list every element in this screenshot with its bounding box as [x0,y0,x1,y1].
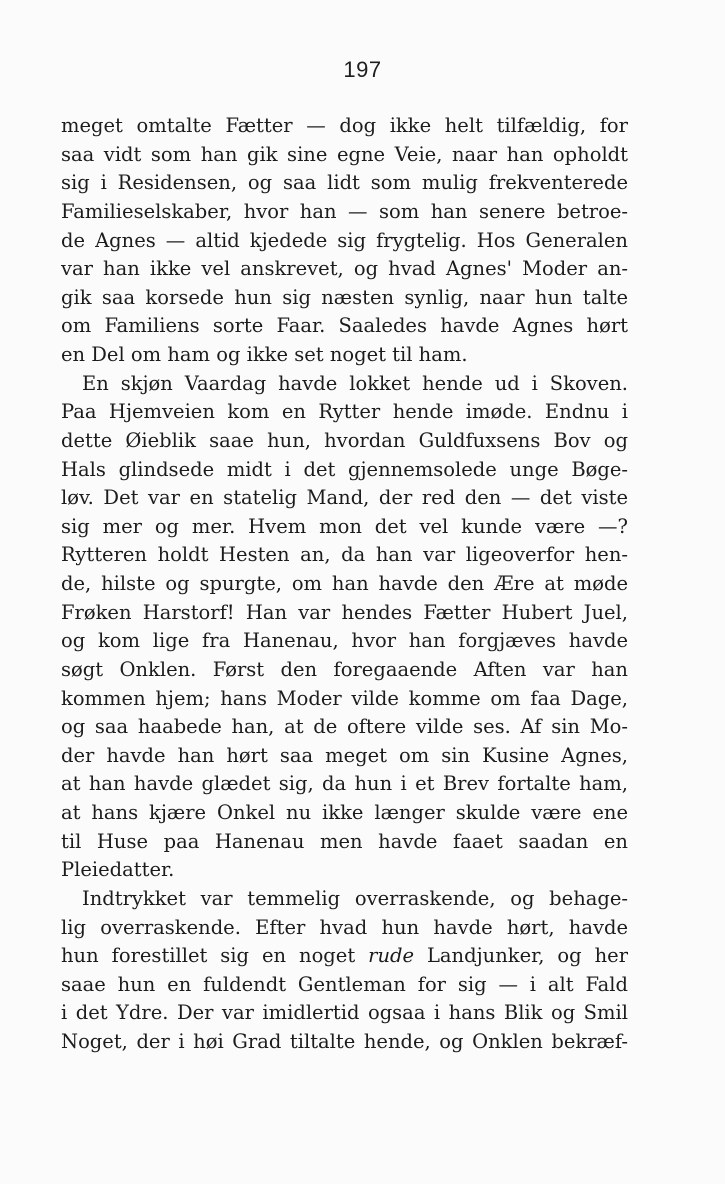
text-line: Paa Hjemveien kom en Rytter hende imøde. Endnu i [61,400,628,424]
text-line: om Familiens sorte Faar. Saaledes havde Agnes hørt [61,314,628,338]
paragraph-start-line: Indtrykket var temmelig overraskende, og behage- [82,886,628,910]
text-line: var han ikke vel anskrevet, og hvad Agnes' Moder an- [61,257,628,281]
text-line: dette Øieblik saae hun, hvordan Guldfuxsens Bov og [61,428,628,452]
text-line: Pleiedatter. [61,858,175,882]
text-segment: hun forestillet sig en noget [61,944,356,968]
page-number: 197 [343,57,382,82]
text-line: der havde han hørt saa meget om sin Kusine Agnes, [61,743,628,767]
text-line: løv. Det var en statelig Mand, der red den — det viste [61,486,628,510]
paragraph-start-line: En skjøn Vaardag havde lokket hende ud i Skoven. [82,371,628,395]
body-text [61,112,628,1057]
text-line: saa vidt som han gik sine egne Veie, naar han opholdt [61,142,628,166]
text-line: en Del om ham og ikke set noget til ham. [61,343,468,366]
text-line: søgt Onklen. Først den foregaaende Aften var han [61,657,628,681]
text-line: lig overraskende. Efter hvad hun havde hørt, havde [61,915,628,939]
text-line: at han havde glædet sig, da hun i et Brev fortalte ham, [61,772,628,796]
text-line: sig mer og mer. Hvem mon det vel kunde være —? [61,514,628,538]
text-line: meget omtalte Fætter — dog ikke helt tilfældig, for [61,114,628,137]
text-line: gik saa korsede hun sig næsten synlig, naar hun talte [61,285,628,309]
text-line: Noget, der i høi Grad tiltalte hende, og Onklen bekræf- [61,1030,628,1053]
text-line: og kom lige fra Hanenau, hvor han forgjæves havde [61,629,628,653]
text-line: de Agnes — altid kjedede sig frygtelig. Hos Generalen [61,228,628,252]
text-line: til Huse paa Hanenau men havde faaet saadan en [61,829,628,853]
text-line: at hans kjære Onkel nu ikke længer skulde være ene [61,801,628,824]
text-line: Familieselskaber, hvor han — som han senere betroe- [61,199,628,223]
text-line: Rytteren holdt Hesten an, da han var ligeoverfor hen- [61,543,628,567]
text-line: kommen hjem; hans Moder vilde komme om faa Dage, [61,686,628,710]
text-line: saae hun en fuldendt Gentleman for sig — i alt Fald [61,972,628,996]
text-line: Frøken Harstorf! Han var hendes Fætter Hubert Juel, [61,600,628,624]
text-line-with-italic [61,942,628,971]
text-line: sig i Residensen, og saa lidt som mulig frekventerede [61,171,628,195]
text-line: Hals glindsede midt i det gjennemsolede unge Bøge- [61,457,628,481]
text-line: de, hilste og spurgte, om han havde den Ære at møde [61,572,628,595]
italic-word: rude [368,944,415,968]
text-line: i det Ydre. Der var imidlertid ogsaa i hans Blik og Smil [61,1001,628,1025]
text-segment: Landjunker, og her [426,944,628,968]
text-line: og saa haabede han, at de oftere vilde ses. Af sin Mo- [61,715,628,739]
